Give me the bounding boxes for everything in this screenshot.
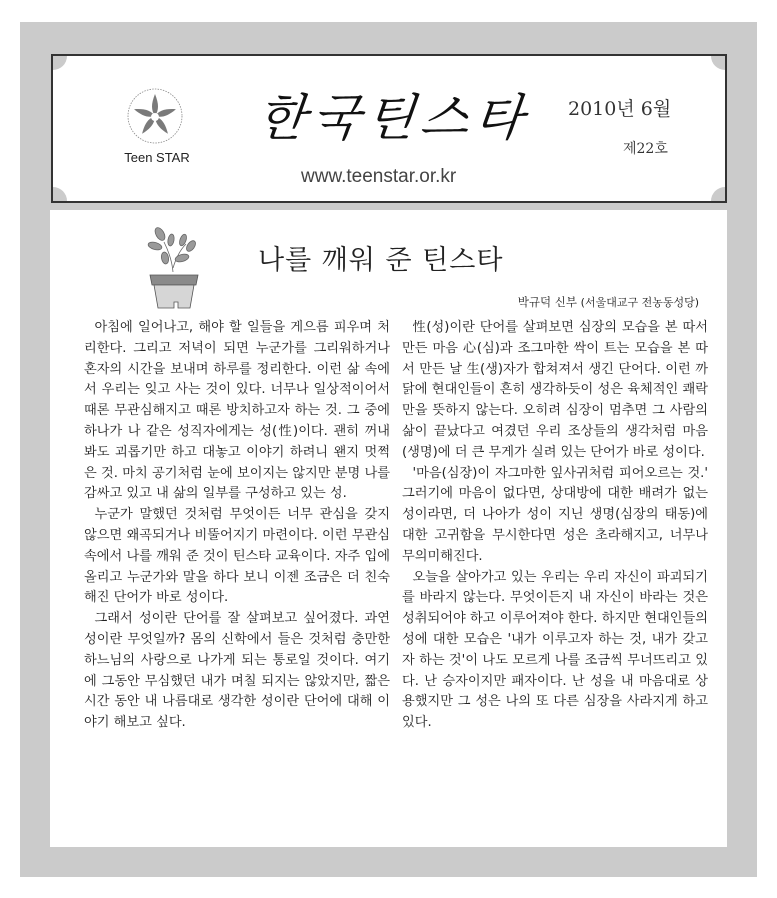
masthead-title: 한국틴스타 — [254, 89, 533, 147]
paragraph: '마음(심장)이 자그마한 잎사귀처럼 피어오르는 것.' 그러기에 마음이 없다면, 상대방에 대한 배려가 없는 성이라면, 더 나아가 성이 지닌 생명(심장의 태동)에 대한 고귀함을 무시한다면 성은 초라해지고, 너무나 무의미해진다. — [402, 465, 708, 564]
potted-plant-icon — [138, 220, 208, 310]
teenstar-star-logo-icon — [125, 86, 185, 146]
corner-notch — [53, 56, 67, 70]
article-column-right — [402, 318, 708, 734]
article-panel — [50, 210, 727, 847]
newsletter-header — [51, 54, 727, 203]
author-name: 박규덕 신부 — [517, 295, 577, 309]
paragraph: 그래서 성이란 단어를 잘 살펴보고 싶어졌다. 과연 성이란 무엇일까? 몸의 신학에서 들은 것처럼 충만한 하느님의 사랑으로 나가게 되는 통로일 것이다. 여기에 그동안 무심했던 내가 며칠 되지는 않았지만, 짧은 시간 동안 내 나름대로 생각한 성이란 단어에 대해 이야기 해보고 싶다. — [84, 611, 390, 731]
paragraph: 오늘을 살아가고 있는 우리는 우리 자신이 파괴되기를 바라지 않는다. 무엇이든지 내 자신이 바라는 것은 성취되어야 하고 이루어져야 한다. 하지만 현대인들의 성에 대한 모습은 '내가 이루고자 하는 것, 내가 갖고자 하는 것'이 나도 모르게 나를 조금씩 무너뜨리고 있다. 난 승자이지만 패자이다. 난 성을 내 마음대로 상용했지만 그 성은 나의 또 다른 심장을 사라지게 하고 있다. — [402, 569, 708, 731]
corner-notch — [711, 187, 725, 201]
article-title: 나를 깨워 준 틴스타 — [258, 245, 504, 276]
logo-label: Teen STAR — [124, 150, 190, 165]
issue-number: 제22호 — [623, 141, 668, 157]
corner-notch — [53, 187, 67, 201]
author-affiliation: (서울대교구 전농동성당) — [580, 296, 699, 309]
paragraph: 누군가 말했던 것처럼 무엇이든 너무 관심을 갖지 않으면 왜곡되거나 비뚤어지기 마련이다. 이런 무관심 속에서 나를 깨워 준 것이 틴스타 교육이다. 자주 입에 올리고 누군가와 말을 하다 보니 이젠 조금은 더 친숙해진 단어가 바로 성이다. — [84, 507, 390, 606]
issue-date: 2010년 6월 — [568, 98, 672, 120]
paragraph: 性(성)이란 단어를 살펴보면 심장의 모습을 본 따서 만든 마음 心(심)과 조그마한 싹이 트는 모습을 본 따서 만든 날 生(생)자가 합쳐져서 생긴 단어다. 이런 까닭에 현대인들이 흔히 생각하듯이 성은 육체적인 쾌락만을 뜻하지 않는다. 오히려 심장이 멈추면 그 사람의 삶이 끝났다고 여겼던 우리 조상들의 생각처럼 마음(생명)에 더 큰 무게가 실려 있는 단어가 바로 성이다. — [402, 320, 708, 460]
corner-notch — [711, 56, 725, 70]
byline — [518, 294, 699, 310]
article-column-left — [84, 318, 390, 734]
website-link[interactable]: www.teenstar.or.kr — [301, 166, 457, 187]
paragraph: 아침에 일어나고, 해야 할 일들을 게으름 피우며 처리한다. 그리고 저녁이 되면 누군가를 그리워하거나 혼자의 시간을 보내며 하루를 정리한다. 이런 삶 속에서 우리는 잊고 사는 것이 있다. 너무나 일상적이어서 때론 무관심해지고 때론 방치하고자 하는 것. 그 중에 하나가 나 같은 성직자에게는 성(性)이다. 괜히 꺼내 봐도 괴롭기만 하고 대놓고 이야기 하려니 왠지 멋쩍은 것. 마치 공기처럼 눈에 보이지는 않지만 분명 나를 감싸고 있고 내 삶의 일부를 구성하고 있는 성. — [84, 320, 390, 502]
